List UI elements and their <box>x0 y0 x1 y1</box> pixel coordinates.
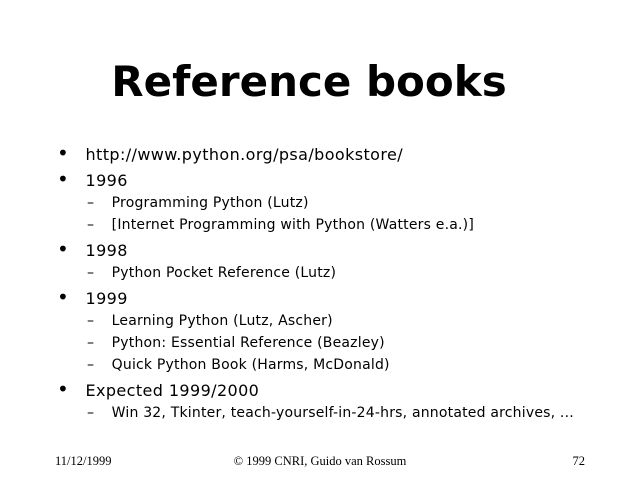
bullet-item <box>0 262 640 284</box>
bullet-item <box>0 214 640 236</box>
slide-footer <box>0 453 640 469</box>
bullet-text: Quick Python Book (Harms, McDonald) <box>111 357 390 373</box>
bullet-item <box>0 310 640 332</box>
bullet-item <box>0 402 640 424</box>
bullet-icon: – <box>87 195 95 211</box>
bullet-text: 1999 <box>85 289 128 308</box>
bullet-icon: • <box>57 167 70 191</box>
bullet-item <box>0 284 640 310</box>
bullet-icon: – <box>87 357 95 373</box>
bullet-item <box>0 332 640 354</box>
bullet-icon: – <box>87 335 95 351</box>
bullet-text: 1998 <box>85 241 128 260</box>
footer-copyright: © 1999 CNRI, Guido van Rossum <box>233 454 407 468</box>
bullet-text: [Internet Programming with Python (Watters e.a.)] <box>111 217 474 233</box>
bullet-icon: – <box>87 405 95 421</box>
bullet-item <box>0 140 640 166</box>
bullet-icon: • <box>57 377 70 401</box>
bullet-text: Python Pocket Reference (Lutz) <box>111 265 337 281</box>
bullet-text: Learning Python (Lutz, Ascher) <box>111 313 333 329</box>
bullet-icon: • <box>57 285 70 309</box>
bullet-item <box>0 166 640 192</box>
bullet-icon: – <box>87 313 95 329</box>
footer-date: 11/12/1999 <box>55 454 112 468</box>
bullet-text: 1996 <box>85 171 128 190</box>
bullet-item <box>0 376 640 402</box>
bullet-text: Expected 1999/2000 <box>85 381 260 400</box>
bullet-item <box>0 236 640 262</box>
bullet-text: Win 32, Tkinter, teach-yourself-in-24-hrs, annotated archives, ... <box>111 405 574 421</box>
bullet-text: Programming Python (Lutz) <box>111 195 309 211</box>
bullet-icon: – <box>87 265 95 281</box>
footer-page-number: 72 <box>572 454 585 468</box>
bullet-list <box>0 140 640 424</box>
bullet-item <box>0 354 640 376</box>
bullet-item <box>0 192 640 214</box>
bullet-icon: – <box>87 217 95 233</box>
bullet-text: http://www.python.org/psa/bookstore/ <box>85 145 404 164</box>
slide-title: Reference books <box>111 57 507 106</box>
bullet-icon: • <box>57 141 70 165</box>
bullet-text: Python: Essential Reference (Beazley) <box>111 335 385 351</box>
bullet-icon: • <box>57 237 70 261</box>
